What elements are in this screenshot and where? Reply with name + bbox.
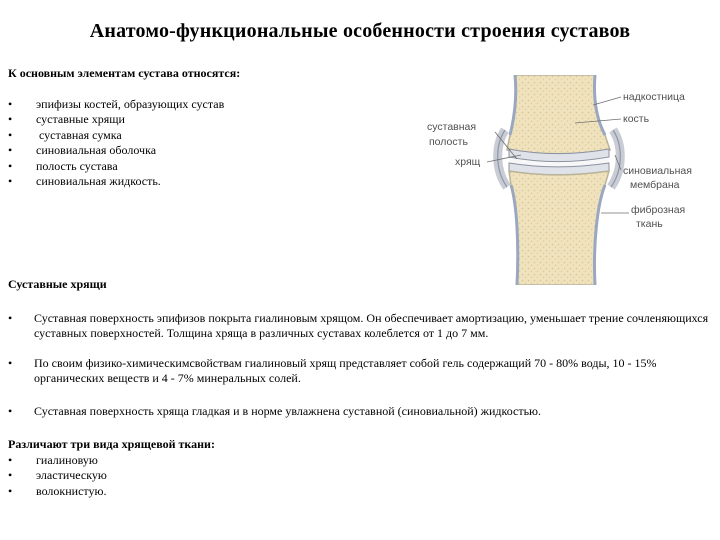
list-item: • Суставная поверхность эпифизов покрыта гиалиновым хрящом. Он обеспечивает амортизацию, уменьшает трение сочленяющихся суставных поверхностей. Толщина хряща в различных суставах колеблется от 1 до 7 мм. bbox=[8, 311, 709, 340]
bullet-icon: • bbox=[8, 311, 13, 325]
bullet-icon: • bbox=[8, 356, 13, 370]
list-item: • синовиальная жидкость. bbox=[8, 174, 161, 189]
list-item: • эпифизы костей, образующих сустав bbox=[8, 97, 225, 111]
label-fibrous: ткань bbox=[636, 218, 663, 230]
cartilage-heading: Суставные хрящи bbox=[8, 277, 107, 291]
list-item: • эластическую bbox=[8, 468, 107, 483]
label-periosteum: надкостница bbox=[623, 91, 685, 103]
bullet-icon: • bbox=[8, 483, 13, 498]
bullet-icon: • bbox=[8, 468, 13, 483]
list-item: • Суставная поверхность хряща гладкая и в норме увлажнена суставной (синовиальной) жидкостью. bbox=[8, 404, 542, 418]
label-synovial: синовиальная bbox=[623, 165, 692, 177]
list-item: • гиалиновую bbox=[8, 453, 98, 467]
tissue-list bbox=[8, 453, 288, 499]
label-fibrous: фиброзная bbox=[631, 204, 686, 216]
bullet-icon: • bbox=[8, 453, 13, 467]
joint-diagram bbox=[425, 75, 715, 285]
bullet-icon: • bbox=[8, 158, 13, 173]
label-joint-cavity: полость bbox=[429, 136, 468, 148]
elements-heading: К основным элементам сустава относятся: bbox=[8, 66, 241, 80]
list-item: • полость сустава bbox=[8, 158, 118, 173]
list-item: • суставная сумка bbox=[8, 127, 122, 142]
tissue-heading: Различают три вида хрящевой ткани: bbox=[8, 437, 215, 451]
elements-list bbox=[8, 97, 288, 189]
bullet-icon: • bbox=[8, 97, 13, 111]
list-item: • синовиальная оболочка bbox=[8, 143, 157, 158]
leader-line bbox=[593, 97, 621, 105]
label-cartilage: хрящ bbox=[455, 156, 481, 168]
label-bone: кость bbox=[623, 113, 650, 125]
list-item: • суставные хрящи bbox=[8, 112, 125, 127]
bullet-icon: • bbox=[8, 404, 13, 418]
list-item: • волокнистую. bbox=[8, 483, 107, 498]
bullet-icon: • bbox=[8, 127, 13, 142]
label-joint-cavity: суставная bbox=[427, 121, 477, 133]
bullet-icon: • bbox=[8, 174, 13, 189]
bullet-icon: • bbox=[8, 112, 13, 127]
bullet-icon: • bbox=[8, 143, 13, 158]
label-synovial: мембрана bbox=[630, 179, 680, 191]
page-title: Анатомо-функциональные особенности строения суставов bbox=[89, 20, 631, 42]
list-item: • По своим физико-химическимсвойствам гиалиновый хрящ представляет собой гель содержащий 70 - 80% воды, 10 - 15% органических веществ и 4 - 7% минеральных солей. bbox=[8, 356, 657, 385]
